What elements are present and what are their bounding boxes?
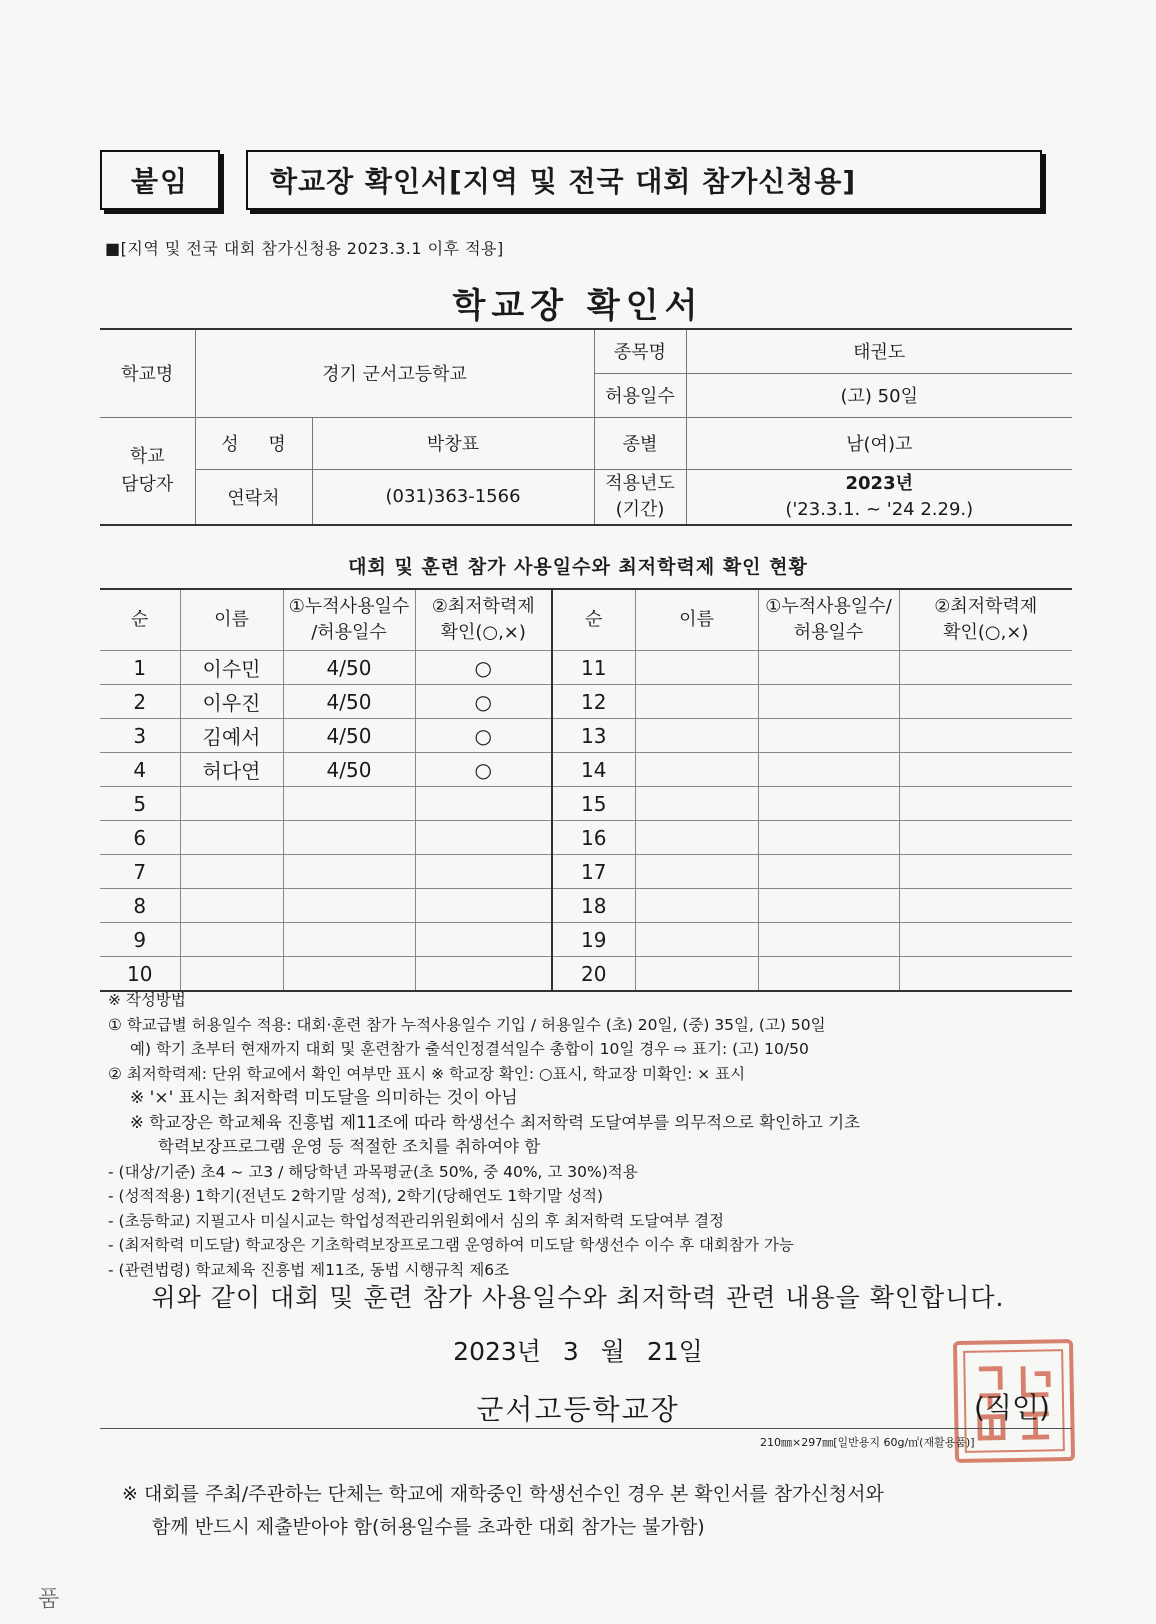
col-header-check-right-line2: 확인(○,×) <box>943 622 1029 643</box>
submission-notice <box>122 1478 1062 1544</box>
year-value <box>686 469 1072 525</box>
min-academic-check <box>899 719 1072 753</box>
min-academic-check <box>899 855 1072 889</box>
allowed-days-label: 허용일수 <box>594 373 686 417</box>
manager-label-line2: 담당자 <box>121 473 174 495</box>
table-row <box>100 719 1072 753</box>
row-no: 9 <box>100 923 180 957</box>
manager-label-line1: 학교 <box>129 445 165 467</box>
min-academic-check <box>415 787 552 821</box>
contact-value: (031)363-1566 <box>312 469 594 525</box>
used-days <box>758 787 899 821</box>
attachment-tag: 붙임 <box>100 150 220 210</box>
min-academic-check <box>415 821 552 855</box>
used-days: 4/50 <box>283 753 415 787</box>
min-academic-check <box>899 685 1072 719</box>
col-header-days-line2: /허용일수 <box>311 622 387 643</box>
min-academic-check <box>899 821 1072 855</box>
min-academic-check <box>415 923 552 957</box>
table-row <box>100 651 1072 685</box>
footer-divider <box>100 1428 1072 1429</box>
year-value-line1: 2023년 <box>845 472 913 494</box>
instructions <box>108 988 1068 1282</box>
col-header-days-line1: ①누적사용일수 <box>288 596 410 617</box>
school-name-label: 학교명 <box>100 329 195 417</box>
instruction-line: ※ '×' 표시는 최저학력 미도달을 의미하는 것이 아님 <box>130 1088 518 1108</box>
student-name <box>180 923 283 957</box>
min-academic-check: ○ <box>415 753 552 787</box>
student-name: 이수민 <box>180 651 283 685</box>
used-days <box>758 855 899 889</box>
col-header-days-right <box>758 589 899 651</box>
used-days: 4/50 <box>283 719 415 753</box>
row-no: 4 <box>100 753 180 787</box>
min-academic-check: ○ <box>415 719 552 753</box>
used-days <box>758 651 899 685</box>
row-no: 6 <box>100 821 180 855</box>
col-header-check-right <box>899 589 1072 651</box>
col-header-days-right-line2: 허용일수 <box>793 622 864 643</box>
col-header-name: 이름 <box>180 589 283 651</box>
student-name <box>635 787 758 821</box>
row-no: 7 <box>100 855 180 889</box>
official-seal-label: (직인) <box>974 1391 1050 1424</box>
year-label-line2: (기간) <box>615 498 665 520</box>
document-title: 학교장 확인서 <box>452 286 704 326</box>
used-days <box>283 889 415 923</box>
row-no: 2 <box>100 685 180 719</box>
instruction-line: 학력보장프로그램 운영 등 적절한 조치를 취하여야 함 <box>158 1137 541 1156</box>
col-header-check-right-line1: ②최저학력제 <box>934 596 1038 617</box>
paper-spec: 210㎜×297㎜[일반용지 60g/㎡(재활용품)] <box>760 1436 975 1449</box>
student-name <box>635 855 758 889</box>
gender-value: 남(여)고 <box>686 417 1072 469</box>
school-name-value: 경기 군서고등학교 <box>195 329 594 417</box>
margin-handwriting: 품 <box>38 1587 60 1612</box>
row-no: 14 <box>552 753 635 787</box>
student-name <box>635 719 758 753</box>
row-no: 13 <box>552 719 635 753</box>
used-days <box>283 957 415 992</box>
instruction-line: ① 학교급별 허용일수 적용: 대회·훈련 참가 누적사용일수 기입 / 허용일수 (초) 20일, (중) 35일, (고) 50일 <box>108 1015 826 1034</box>
student-name: 허다연 <box>180 753 283 787</box>
sport-value: 태권도 <box>686 329 1072 373</box>
row-no: 11 <box>552 651 635 685</box>
submission-notice-line1: ※ 대회를 주최/주관하는 단체는 학교에 재학중인 학생선수인 경우 본 확인서를 참가신청서와 <box>122 1483 884 1505</box>
confirmation-statement: 위와 같이 대회 및 훈련 참가 사용일수와 최저학력 관련 내용을 확인합니다. <box>151 1283 1005 1312</box>
row-no: 16 <box>552 821 635 855</box>
col-header-no: 순 <box>100 589 180 651</box>
min-academic-check <box>415 957 552 992</box>
student-name <box>180 787 283 821</box>
used-days <box>758 889 899 923</box>
participants-table <box>100 588 1072 992</box>
manager-name-label: 성 명 <box>195 417 312 469</box>
min-academic-check <box>899 753 1072 787</box>
student-name <box>635 753 758 787</box>
min-academic-check: ○ <box>415 651 552 685</box>
student-name: 김예서 <box>180 719 283 753</box>
instructions-heading: ※ 작성방법 <box>108 991 186 1009</box>
issue-date: 2023년 3 월 21일 <box>453 1337 703 1366</box>
used-days <box>758 957 899 992</box>
used-days <box>283 821 415 855</box>
student-name <box>180 889 283 923</box>
min-academic-check <box>899 787 1072 821</box>
min-academic-check <box>899 651 1072 685</box>
instruction-line: 예) 학기 초부터 현재까지 대회 및 훈련참가 출석인정결석일수 총합이 10일 경우 ⇨ 표기: (고) 10/50 <box>130 1040 809 1058</box>
student-name <box>635 889 758 923</box>
used-days: 4/50 <box>283 651 415 685</box>
min-academic-check <box>899 923 1072 957</box>
table-row <box>100 957 1072 992</box>
row-no: 5 <box>100 787 180 821</box>
col-header-check <box>415 589 552 651</box>
student-name <box>635 651 758 685</box>
table-row <box>100 685 1072 719</box>
year-label-line1: 적용년도 <box>605 472 675 494</box>
manager-name-value: 박창표 <box>312 417 594 469</box>
used-days <box>758 923 899 957</box>
row-no: 20 <box>552 957 635 992</box>
row-no: 3 <box>100 719 180 753</box>
instruction-line: - (관련법령) 학교체육 진흥법 제11조, 동법 시행규칙 제6조 <box>108 1260 510 1279</box>
instruction-line: - (초등학교) 지필고사 미실시교는 학업성적관리위원회에서 심의 후 최저학력 도달여부 결정 <box>108 1211 725 1230</box>
student-name <box>180 821 283 855</box>
row-no: 12 <box>552 685 635 719</box>
instruction-line: ※ 학교장은 학교체육 진흥법 제11조에 따라 학생선수 최저학력 도달여부를 의무적으로 확인하고 기초 <box>130 1112 861 1132</box>
min-academic-check <box>415 889 552 923</box>
row-no: 19 <box>552 923 635 957</box>
used-days <box>283 855 415 889</box>
row-no: 10 <box>100 957 180 992</box>
table-row <box>100 753 1072 787</box>
principal-signature: 군서고등학교장 <box>476 1393 680 1426</box>
sport-label: 종목명 <box>594 329 686 373</box>
min-academic-check <box>415 855 552 889</box>
row-no: 1 <box>100 651 180 685</box>
col-header-name-right: 이름 <box>635 589 758 651</box>
table-header-row <box>100 589 1072 651</box>
table-row <box>100 855 1072 889</box>
used-days: 4/50 <box>283 685 415 719</box>
applicability-note: ■[지역 및 전국 대회 참가신청용 2023.3.1 이후 적용] <box>105 239 504 258</box>
student-name <box>180 957 283 992</box>
col-header-days <box>283 589 415 651</box>
used-days <box>758 719 899 753</box>
row-no: 8 <box>100 889 180 923</box>
table-row <box>100 787 1072 821</box>
row-no: 15 <box>552 787 635 821</box>
student-name <box>180 855 283 889</box>
submission-notice-line2: 함께 반드시 제출받아야 함(허용일수를 초과한 대회 참가는 불가함) <box>152 1516 705 1538</box>
row-no: 18 <box>552 889 635 923</box>
student-name <box>635 685 758 719</box>
student-name <box>635 957 758 992</box>
student-name <box>635 923 758 957</box>
instruction-line: - (성적적용) 1학기(전년도 2학기말 성적), 2학기(당해연도 1학기말 성적) <box>108 1187 604 1205</box>
min-academic-check: ○ <box>415 685 552 719</box>
instruction-line: - (대상/기준) 초4 ~ 고3 / 해당학년 과목평균(초 50%, 중 40%, 고 30%)적용 <box>108 1162 638 1181</box>
gender-label: 종별 <box>594 417 686 469</box>
used-days <box>758 753 899 787</box>
used-days <box>758 685 899 719</box>
section-title: 대회 및 훈련 참가 사용일수와 최저학력제 확인 현황 <box>348 556 808 578</box>
period-value: ('23.3.1. ~ '24 2.29.) <box>785 498 974 520</box>
instruction-line: ② 최저학력제: 단위 학교에서 확인 여부만 표시 ※ 학교장 확인: ○표시, 학교장 미확인: × 표시 <box>108 1064 746 1083</box>
manager-label <box>100 417 195 525</box>
min-academic-check <box>899 889 1072 923</box>
used-days <box>758 821 899 855</box>
year-label <box>594 469 686 525</box>
table-row <box>100 821 1072 855</box>
used-days <box>283 787 415 821</box>
table-row <box>100 889 1072 923</box>
col-header-check-line2: 확인(○,×) <box>440 622 526 643</box>
info-table <box>100 328 1072 526</box>
instruction-line: - (최저학력 미도달) 학교장은 기초학력보장프로그램 운영하여 미도달 학생선수 이수 후 대회참가 가능 <box>108 1236 794 1254</box>
contact-label: 연락처 <box>195 469 312 525</box>
table-row <box>100 923 1072 957</box>
col-header-check-line1: ②최저학력제 <box>431 596 535 617</box>
student-name: 이우진 <box>180 685 283 719</box>
form-header-title: 학교장 확인서[지역 및 전국 대회 참가신청용] <box>246 150 1042 210</box>
allowed-days-value: (고) 50일 <box>686 373 1072 417</box>
row-no: 17 <box>552 855 635 889</box>
min-academic-check <box>899 957 1072 992</box>
student-name <box>635 821 758 855</box>
used-days <box>283 923 415 957</box>
col-header-no-right: 순 <box>552 589 635 651</box>
col-header-days-right-line1: ①누적사용일수/ <box>765 596 892 617</box>
